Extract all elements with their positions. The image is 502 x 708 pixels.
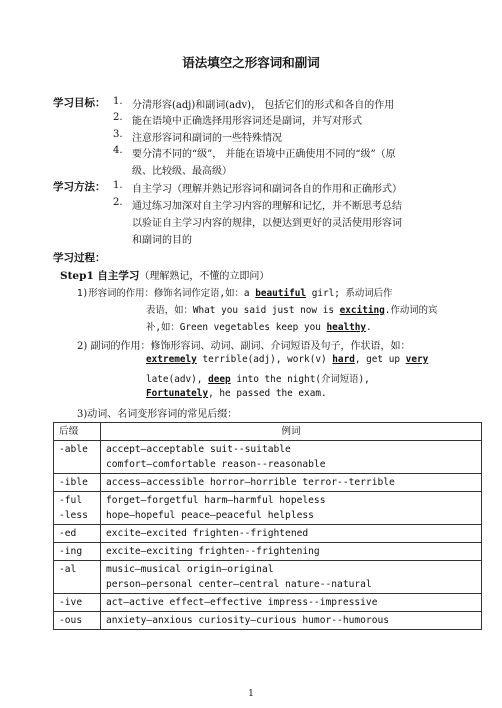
example-word: Fortunately	[146, 388, 209, 399]
point3-line: 3)动词、名词变形容词的常见后缀：	[77, 409, 238, 420]
text: .作动词的宾	[384, 305, 438, 316]
examples-cell	[101, 441, 482, 474]
example-line: person—personal center—central nature--natural	[106, 579, 372, 590]
example-word: extremely	[146, 354, 197, 365]
suffix-cell	[54, 492, 101, 525]
method-text-cont: 以验证自主学习内容的规律，以便达到更好的灵活使用形容词	[132, 218, 402, 229]
process-label: 学习过程：	[53, 252, 106, 264]
examples-cell	[101, 594, 482, 612]
text: girl; 系动词后作	[306, 288, 393, 299]
point2-line2	[146, 354, 428, 365]
page-number: 1	[248, 689, 254, 699]
suffix-cell: -ible	[54, 474, 101, 492]
table-row	[54, 543, 482, 561]
table-header-row	[54, 423, 482, 441]
example-line: comfort—comfortable reason--reasonable	[106, 459, 326, 470]
table-row	[54, 612, 482, 630]
point2-line4	[146, 388, 327, 399]
table-row	[54, 492, 482, 525]
example-line: music—musical origin—original	[106, 564, 274, 575]
text: into the night(介词短语),	[230, 374, 370, 385]
table-row	[54, 441, 482, 474]
table-row	[54, 594, 482, 612]
objectives-label: 学习目标：	[53, 97, 106, 109]
method-num: 2.	[113, 197, 123, 208]
example-line: excite—excited frighten--frightened	[106, 528, 309, 539]
examples-cell	[101, 474, 482, 492]
suffix-cell: -ive	[54, 594, 101, 612]
table-row	[54, 525, 482, 543]
method-text: 自主学习（理解并熟记形容词和副词各自的作用和正确形式）	[132, 184, 402, 195]
objective-text: 能在语境中正确选择用形容词还是副词，并写对形式	[132, 116, 362, 127]
example-word: exciting	[339, 305, 385, 316]
objective-num: 2.	[113, 112, 123, 123]
suffix-line: -less	[59, 510, 88, 521]
examples-cell	[101, 543, 482, 561]
page-title: 语法填空之形容词和副词	[182, 55, 320, 70]
step1-heading	[60, 267, 269, 283]
suffix-cell: -al	[54, 561, 101, 594]
text: 1)形容词的作用：修饰名词作定语,如：a	[77, 288, 256, 299]
example-line: forget—forgetful harm—harmful hopeless	[106, 495, 326, 506]
suffix-cell: -ing	[54, 543, 101, 561]
table-header: 后缀	[54, 423, 101, 441]
example-word: healthy	[326, 322, 367, 333]
objective-text: 分清形容(adj)和副词(adv)， 包括它们的形式和各自的作用	[132, 100, 395, 111]
examples-cell	[101, 492, 482, 525]
example-word: very	[405, 354, 429, 365]
objective-text-cont: 级、比较级、最高级）	[132, 166, 232, 177]
step1-label: Step1 自主学习	[60, 270, 140, 282]
method-text: 通过练习加深对自主学习内容的理解和记忆，并不断思考总结	[132, 201, 402, 212]
table-header: 例词	[101, 423, 482, 441]
objective-num: 4.	[113, 145, 123, 156]
suffix-cell: -ed	[54, 525, 101, 543]
suffix-cell: -able	[54, 441, 101, 474]
text: , get up	[354, 354, 406, 365]
example-line: anxiety—anxious curiosity—curious humor--humorous	[106, 615, 390, 626]
table-row	[54, 474, 482, 492]
text: 补,如：Green vegetables keep you	[146, 322, 327, 333]
point1-line2	[146, 302, 437, 316]
point1-line3	[146, 319, 372, 333]
point1-line1	[77, 285, 392, 299]
text: late(adv),	[146, 374, 209, 385]
objective-num: 3.	[113, 129, 123, 140]
example-line: excite—exciting frighten--frightening	[106, 546, 320, 557]
examples-cell	[101, 561, 482, 594]
text: terrible(adj), work(v)	[196, 354, 333, 365]
example-line: access—accessible horror—horrible terror--terrible	[106, 477, 395, 488]
step1-note: （理解熟记，不懂的立即问）	[139, 271, 270, 282]
text: , he passed the exam.	[208, 388, 327, 399]
method-text-cont: 和副词的目的	[132, 235, 192, 246]
example-word: hard	[332, 354, 355, 365]
objective-text: 要分清不同的“级”， 并能在语境中正确使用不同的“级”（原	[132, 149, 396, 160]
method-num: 1.	[113, 180, 123, 191]
example-word: beautiful	[255, 288, 307, 299]
suffix-table	[53, 422, 482, 630]
example-line: hope—hopeful peace—peaceful helpless	[106, 510, 314, 521]
example-word: deep	[208, 374, 231, 385]
text: .	[366, 322, 372, 333]
point2-line1: 2) 副词的作用：修饰形容词、动词、副词、介词短语及句子，作状语，如：	[77, 341, 411, 352]
objective-text: 注意形容词和副词的一些特殊情况	[132, 133, 282, 144]
text: 表语，如：What you said just now is	[146, 305, 340, 316]
suffix-line: -ful	[59, 495, 83, 506]
point2-line3	[146, 371, 370, 385]
methods-label: 学习方法：	[53, 181, 106, 193]
examples-cell	[101, 525, 482, 543]
examples-cell	[101, 612, 482, 630]
objective-num: 1.	[113, 96, 123, 107]
table-row	[54, 561, 482, 594]
example-line: accept—acceptable suit--suitable	[106, 444, 291, 455]
example-line: act—active effect—effective impress--impressive	[106, 597, 378, 608]
suffix-cell: -ous	[54, 612, 101, 630]
